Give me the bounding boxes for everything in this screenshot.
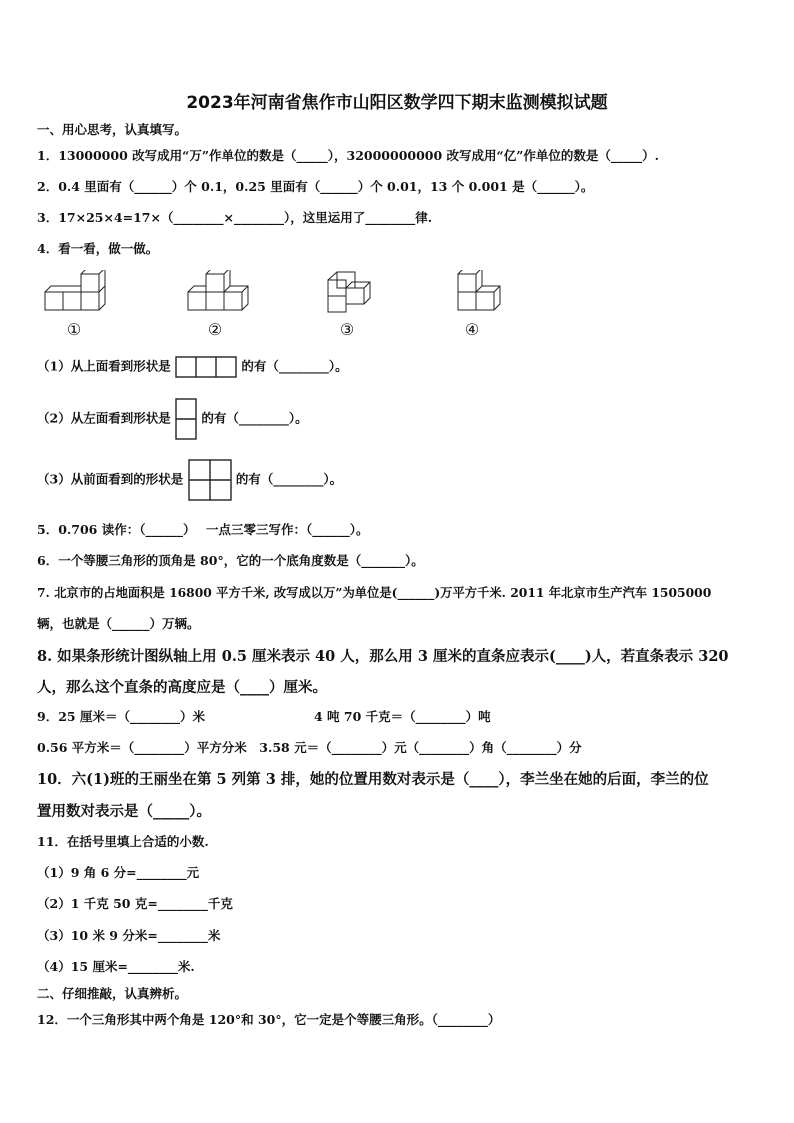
question-9-line-2: 0.56 平方米＝（________）平方分米 3.58 元＝（________）元（________）角（________）分 bbox=[37, 740, 582, 755]
question-4-1 bbox=[37, 356, 348, 378]
question-4-1-suffix: 的有（________）。 bbox=[241, 358, 348, 374]
question-7-line-2: 辆，也就是（______）万辆。 bbox=[37, 616, 200, 631]
cube-figure-2 bbox=[183, 270, 253, 318]
question-11: 11．在括号里填上合适的小数. bbox=[37, 834, 209, 849]
question-3: 3．17×25×4=17×（________×________），这里运用了________律. bbox=[37, 210, 433, 225]
question-8-line-1: 8. 如果条形统计图纵轴上用 0.5 厘米表示 40 人，那么用 3 厘米的直条应表示(____)人，若直条表示 320 bbox=[37, 648, 729, 665]
left-view-shape bbox=[175, 398, 197, 440]
top-view-shape bbox=[175, 356, 237, 378]
cube-figure-3 bbox=[323, 270, 393, 318]
cube-figure-4 bbox=[453, 270, 523, 318]
question-12: 12．一个三角形其中两个角是 120°和 30°，它一定是个等腰三角形。（________） bbox=[37, 1012, 501, 1027]
question-2: 2．0.4 里面有（______）个 0.1，0.25 里面有（______）个 0.01，13 个 0.001 是（______）。 bbox=[37, 179, 594, 194]
question-1: 1．13000000 改写成用“万”作单位的数是（_____），32000000000 改写成用“亿”作单位的数是（_____）. bbox=[37, 148, 660, 163]
front-view-shape bbox=[188, 459, 232, 501]
page-title: 2023年河南省焦作市山阳区数学四下期末监测模拟试题 bbox=[186, 93, 608, 113]
question-11-2: （2）1 千克 50 克=________千克 bbox=[37, 896, 233, 911]
question-7-line-1: 7. 北京市的占地面积是 16800 平方千米, 改写成以万”为单位是(______)万平方千米. 2011 年北京市生产汽车 1505000 bbox=[37, 585, 712, 600]
question-9-line-1-right: 4 吨 70 千克＝（________）吨 bbox=[314, 709, 491, 724]
question-4-2 bbox=[37, 398, 308, 440]
question-8-line-2: 人，那么这个直条的高度应是（____）厘米。 bbox=[37, 679, 327, 696]
cube-figure-1 bbox=[40, 270, 110, 318]
section-heading-1: 一、用心思考，认真填写。 bbox=[37, 122, 188, 137]
section-heading-2: 二、仔细推敲，认真辨析。 bbox=[37, 986, 188, 1001]
question-6: 6．一个等腰三角形的顶角是 80°，它的一个底角度数是（_______）。 bbox=[37, 553, 424, 568]
cube-figures bbox=[40, 270, 560, 342]
question-11-3: （3）10 米 9 分米=________米 bbox=[37, 928, 221, 943]
question-4-3-suffix: 的有（________）。 bbox=[235, 471, 343, 487]
question-5: 5．0.706 读作：（______） 一点三零三写作：（______）。 bbox=[37, 522, 369, 537]
question-11-1: （1）9 角 6 分=________元 bbox=[37, 865, 200, 880]
figure-label-4: ④ bbox=[464, 320, 480, 339]
question-9-line-1-left: 9．25 厘米＝（________）米 bbox=[37, 709, 205, 724]
question-10-line-2: 置用数对表示是（_____）。 bbox=[37, 803, 211, 820]
question-4-1-prefix: （1）从上面看到形状是 bbox=[37, 358, 171, 374]
question-4-3 bbox=[37, 459, 342, 501]
question-4-3-prefix: （3）从前面看到的形状是 bbox=[37, 471, 184, 487]
question-4-2-prefix: （2）从左面看到形状是 bbox=[37, 410, 171, 426]
question-10-line-1: 10．六(1)班的王丽坐在第 5 列第 3 排，她的位置用数对表示是（____），李兰坐在她的后面，李兰的位 bbox=[37, 771, 709, 788]
figure-label-3: ③ bbox=[339, 320, 355, 339]
figure-label-2: ② bbox=[207, 320, 223, 339]
question-11-4: （4）15 厘米=________米. bbox=[37, 959, 195, 974]
figure-label-1: ① bbox=[66, 320, 82, 339]
question-4-2-suffix: 的有（________）。 bbox=[201, 410, 308, 426]
question-4: 4．看一看，做一做。 bbox=[37, 241, 159, 256]
